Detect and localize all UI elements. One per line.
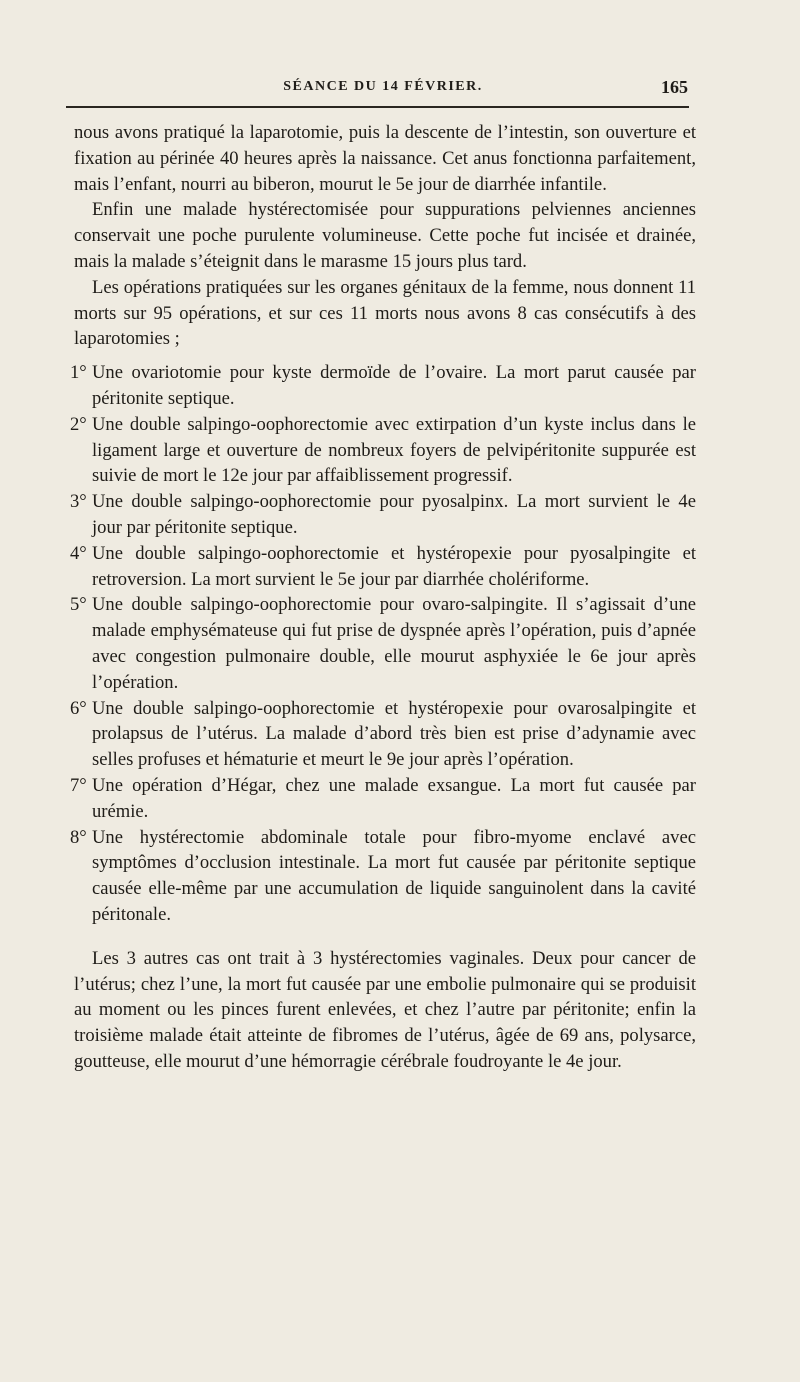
case-item-2 (70, 412, 696, 489)
case-number: 5° (70, 594, 87, 616)
case-item-8 (70, 825, 696, 928)
case-text: Une hystérectomie abdominale totale pour fibro-myome enclavé avec symptômes d’occlusion intestinale. La mort fut causée par péritonite septique causée elle-même par une accumulation de liquide sanguinolent dans la cavité péritonale. (92, 826, 696, 925)
running-title-text: SÉANCE DU 14 FÉVRIER. (283, 79, 483, 94)
header-rule (66, 106, 689, 108)
paragraph-1: nous avons pratiqué la laparotomie, puis la descente de l’intestin, son ouverture et fixation au périnée 40 heures après la naissance. Cet anus fonctionna parfaitement, mais l’enfant, nourri au biberon, mourut le 5e jour de diarrhée infantile. (74, 122, 696, 195)
page-header (66, 76, 688, 100)
case-item-1 (70, 360, 696, 412)
case-number: 8° (70, 826, 87, 848)
case-text: Une double salpingo-oophorectomie avec extirpation d’un kyste inclus dans le ligament large et ouverture de nombreux foyers de pelvipéritonite suppurée est suivie de mort le 12e jour par affaiblissement progressif. (92, 413, 696, 487)
case-number: 2° (70, 413, 87, 435)
case-item-6 (70, 696, 696, 773)
case-text: Une ovariotomie pour kyste dermoïde de l’ovaire. La mort parut causée par péritonite septique. (92, 362, 696, 409)
paragraph-3: Les opérations pratiquées sur les organes génitaux de la femme, nous donnent 11 morts sur 95 opérations, et sur ces 11 morts nous avons 8 cas consécutifs à des laparotomies ; (74, 276, 696, 350)
case-item-7 (70, 773, 696, 825)
case-text: Une double salpingo-oophorectomie et hystéropexie pour ovarosalpingite et prolapsus de l’utérus. La malade d’abord très bien est prise d’adynamie avec selles profuses et hématurie et meurt le 9e jour après l’opération. (92, 697, 696, 771)
case-number: 7° (70, 774, 87, 796)
case-item-3 (70, 489, 696, 541)
case-number: 3° (70, 491, 87, 513)
paragraph-2: Enfin une malade hystérectomisée pour suppurations pelviennes anciennes conservait une poche purulente volumineuse. Cette poche fut incisée et drainée, mais la malade s’éteignit dans le marasme 15 jours plus tard. (74, 199, 696, 272)
running-title (66, 76, 688, 98)
case-number: 1° (70, 362, 87, 384)
page-number: 165 (661, 77, 688, 97)
body-text (70, 120, 696, 1075)
paragraph-final: Les 3 autres cas ont trait à 3 hystérectomies vaginales. Deux pour cancer de l’utérus; chez l’une, la mort fut causée par une embolie pulmonaire qui se produisit au moment ou les pinces furent enlevées, et chez l’autre par péritonite; enfin la troisième malade était atteinte de fibromes de l’utérus, âgée de 69 ans, polysarce, goutteuse, elle mourut d’une hémorragie cérébrale foudroyante le 4e jour. (74, 947, 696, 1072)
case-text: Une double salpingo-oophorectomie pour pyosalpinx. La mort survient le 4e jour par péritonite septique. (92, 491, 696, 538)
case-number: 4° (70, 542, 87, 564)
case-number: 6° (70, 697, 87, 719)
case-text: Une double salpingo-oophorectomie pour ovaro-salpingite. Il s’agissait d’une malade emphysémateuse qui fut prise de dyspnée après l’opération, puis d’apnée avec congestion pulmonaire double, elle mourut asphyxiée le 6e jour après l’opération. (92, 594, 696, 693)
case-text: Une double salpingo-oophorectomie et hystéropexie pour pyosalpingite et retroversion. La mort survient le 5e jour par diarrhée cholériforme. (92, 542, 696, 590)
case-item-5 (70, 592, 696, 695)
case-item-4 (70, 541, 696, 593)
case-text: Une opération d’Hégar, chez une malade exsangue. La mort fut causée par urémie. (92, 774, 696, 822)
cases-list (70, 360, 696, 928)
